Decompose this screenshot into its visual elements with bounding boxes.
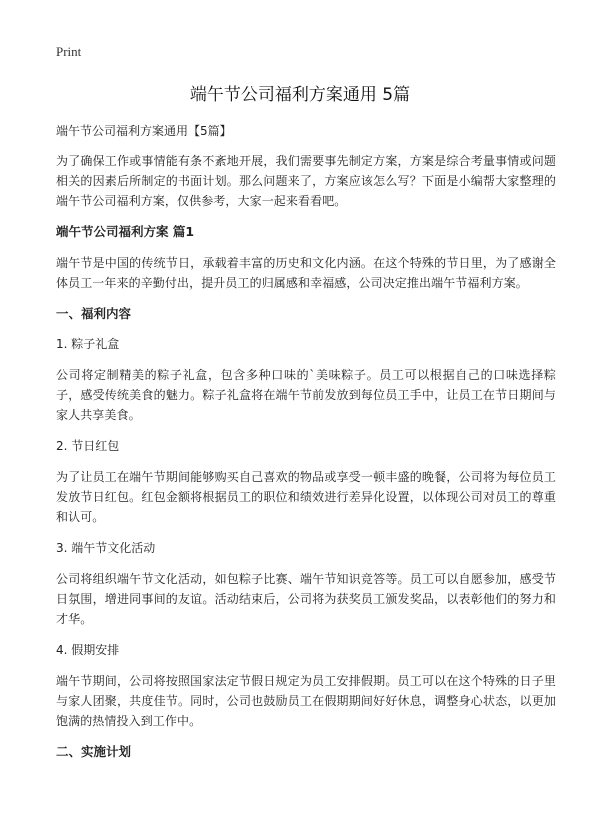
item-paragraph-rice-dumpling-gift-box: 公司将定制精美的粽子礼盒，包含多种口味的`美味粽子。员工可以根据自己的口味选择粽子，感受传统美食的魅力。粽子礼盒将在端午节前发放到每位员工手中，让员工在节日期间与家人共享美食。 <box>56 368 556 422</box>
item-heading-holiday-schedule: 4. 假期安排 <box>56 643 120 657</box>
item-heading-holiday-red-envelope: 2. 节日红包 <box>56 439 120 453</box>
article-intro-paragraph: 端午节是中国的传统节日，承载着丰富的历史和文化内涵。在这个特殊的节日里，为了感谢全体员工一年来的辛勤付出，提升员工的归属感和幸福感，公司决定推出端午节福利方案。 <box>56 256 556 290</box>
section-heading-implementation: 二、实施计划 <box>56 744 132 759</box>
intro-paragraph: 为了确保工作或事情能有条不紊地开展，我们需要事先制定方案，方案是综合考量事情或问题相关的因素后所制定的书面计划。那么问题来了，方案应该怎么写？下面是小编帮大家整理的端午节公司福利方案，仅供参考，大家一起来看看吧。 <box>56 154 556 208</box>
document-subtitle: 端午节公司福利方案通用【5篇】 <box>56 124 232 138</box>
print-label[interactable]: Print <box>56 44 82 59</box>
item-heading-cultural-activities: 3. 端午节文化活动 <box>56 541 156 555</box>
item-paragraph-cultural-activities: 公司将组织端午节文化活动，如包粽子比赛、端午节知识竞答等。员工可以自愿参加，感受节日氛围，增进同事间的友谊。活动结束后，公司将为获奖员工颁发奖品，以表彰他们的努力和才华。 <box>56 572 556 626</box>
item-paragraph-holiday-red-envelope: 为了让员工在端午节期间能够购买自己喜欢的物品或享受一顿丰盛的晚餐，公司将为每位员工发放节日红包。红包金额将根据员工的职位和绩效进行差异化设置，以体现公司对员工的尊重和认可。 <box>56 470 556 524</box>
article-heading: 端午节公司福利方案 篇1 <box>56 224 195 239</box>
section-heading-benefits: 一、福利内容 <box>56 306 132 321</box>
item-heading-rice-dumpling-gift-box: 1. 粽子礼盒 <box>56 337 120 351</box>
item-paragraph-holiday-schedule: 端午节期间，公司将按照国家法定节假日规定为员工安排假期。员工可以在这个特殊的日子里与家人团聚，共度佳节。同时，公司也鼓励员工在假期期间好好休息，调整身心状态，以更加饱满的热情投入到工作中。 <box>56 674 556 728</box>
document-body <box>56 122 556 773</box>
page-title: 端午节公司福利方案通用 5篇 <box>189 85 411 105</box>
